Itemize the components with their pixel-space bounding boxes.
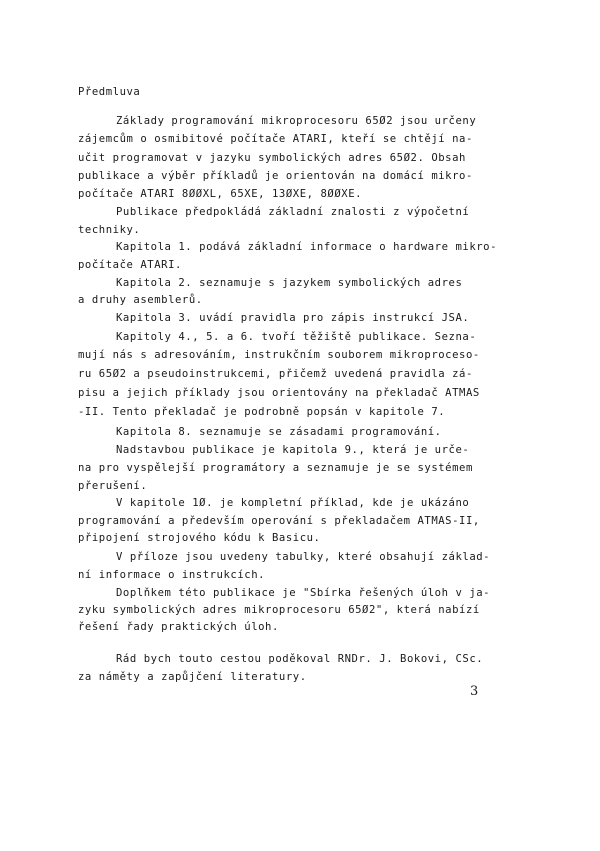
paragraph-line: Kapitoly 4., 5. a 6. tvoří těžiště publikace. Sezna- xyxy=(116,331,477,343)
paragraph-line: přerušení. xyxy=(78,480,148,492)
paragraph-line: ru 65Ø2 a pseudoinstrukcemi, přičemž uvedená pravidla zá- xyxy=(78,368,473,380)
paragraph-line: připojení strojového kódu k Basicu. xyxy=(78,532,321,544)
paragraph-line: techniky. xyxy=(78,224,141,236)
paragraph-line: ní informace o instrukcích. xyxy=(78,569,266,581)
paragraph-line: počítače ATARI 8ØØXL, 65XE, 13ØXE, 8ØØXE. xyxy=(78,188,363,200)
paragraph-line: Kapitola 2. seznamuje s jazykem symbolických adres xyxy=(116,277,463,289)
paragraph-line: programování a především operování s překladačem ATMAS-II, xyxy=(78,515,480,527)
paragraph-line: Doplňkem této publikace je "Sbírka řešených úloh v ja- xyxy=(116,587,491,599)
paragraph-line: počítače ATARI. xyxy=(78,259,182,271)
paragraph-line: -II. Tento překladač je podrobně popsán v kapitole 7. xyxy=(78,406,446,418)
paragraph-line: publikace a výběr příkladů je orientován na domácí mikro- xyxy=(78,170,473,182)
paragraph-line: mují nás s adresováním, instrukčním souborem mikroproceso- xyxy=(78,349,480,361)
paragraph-line: pisu a jejich příklady jsou orientovány na překladač ATMAS xyxy=(78,387,480,399)
paragraph-line: zájemcům o osmibitové počítače ATARI, kteří se chtějí na- xyxy=(78,133,473,145)
paragraph-line: Kapitola 1. podává základní informace o hardware mikro- xyxy=(116,241,498,253)
paragraph-line: a druhy asemblerů. xyxy=(78,294,203,306)
page-number: 3 xyxy=(470,684,479,699)
paragraph-line: Rád bych touto cestou poděkoval RNDr. J. Bokovi, CSc. xyxy=(116,653,484,665)
page-heading: Předmluva xyxy=(78,86,141,98)
paragraph-line: Publikace předpokládá základní znalosti z výpočetní xyxy=(116,206,470,218)
paragraph-line: učit programovat v jazyku symbolických adres 65Ø2. Obsah xyxy=(78,152,466,164)
paragraph-line: V kapitole 1Ø. je kompletní příklad, kde je ukázáno xyxy=(116,497,470,509)
paragraph-line: Nadstavbou publikace je kapitola 9., která je urče- xyxy=(116,444,470,456)
paragraph-line: Kapitola 3. uvádí pravidla pro zápis instrukcí JSA. xyxy=(116,312,470,324)
paragraph-line: řešení řady praktických úloh. xyxy=(78,621,279,633)
paragraph-line: za náměty a zapůjčení literatury. xyxy=(78,671,307,683)
paragraph-line: zyku symbolických adres mikroprocesoru 65Ø2", která nabízí xyxy=(78,604,480,616)
paragraph-line: Kapitola 8. seznamuje se zásadami programování. xyxy=(116,426,442,438)
paragraph-line: Základy programování mikroprocesoru 65Ø2 jsou určeny xyxy=(116,115,477,127)
paragraph-line: na pro vyspělejší programátory a seznamuje je se systémem xyxy=(78,462,473,474)
paragraph-line: V příloze jsou uvedeny tabulky, které obsahují základ- xyxy=(116,551,491,563)
